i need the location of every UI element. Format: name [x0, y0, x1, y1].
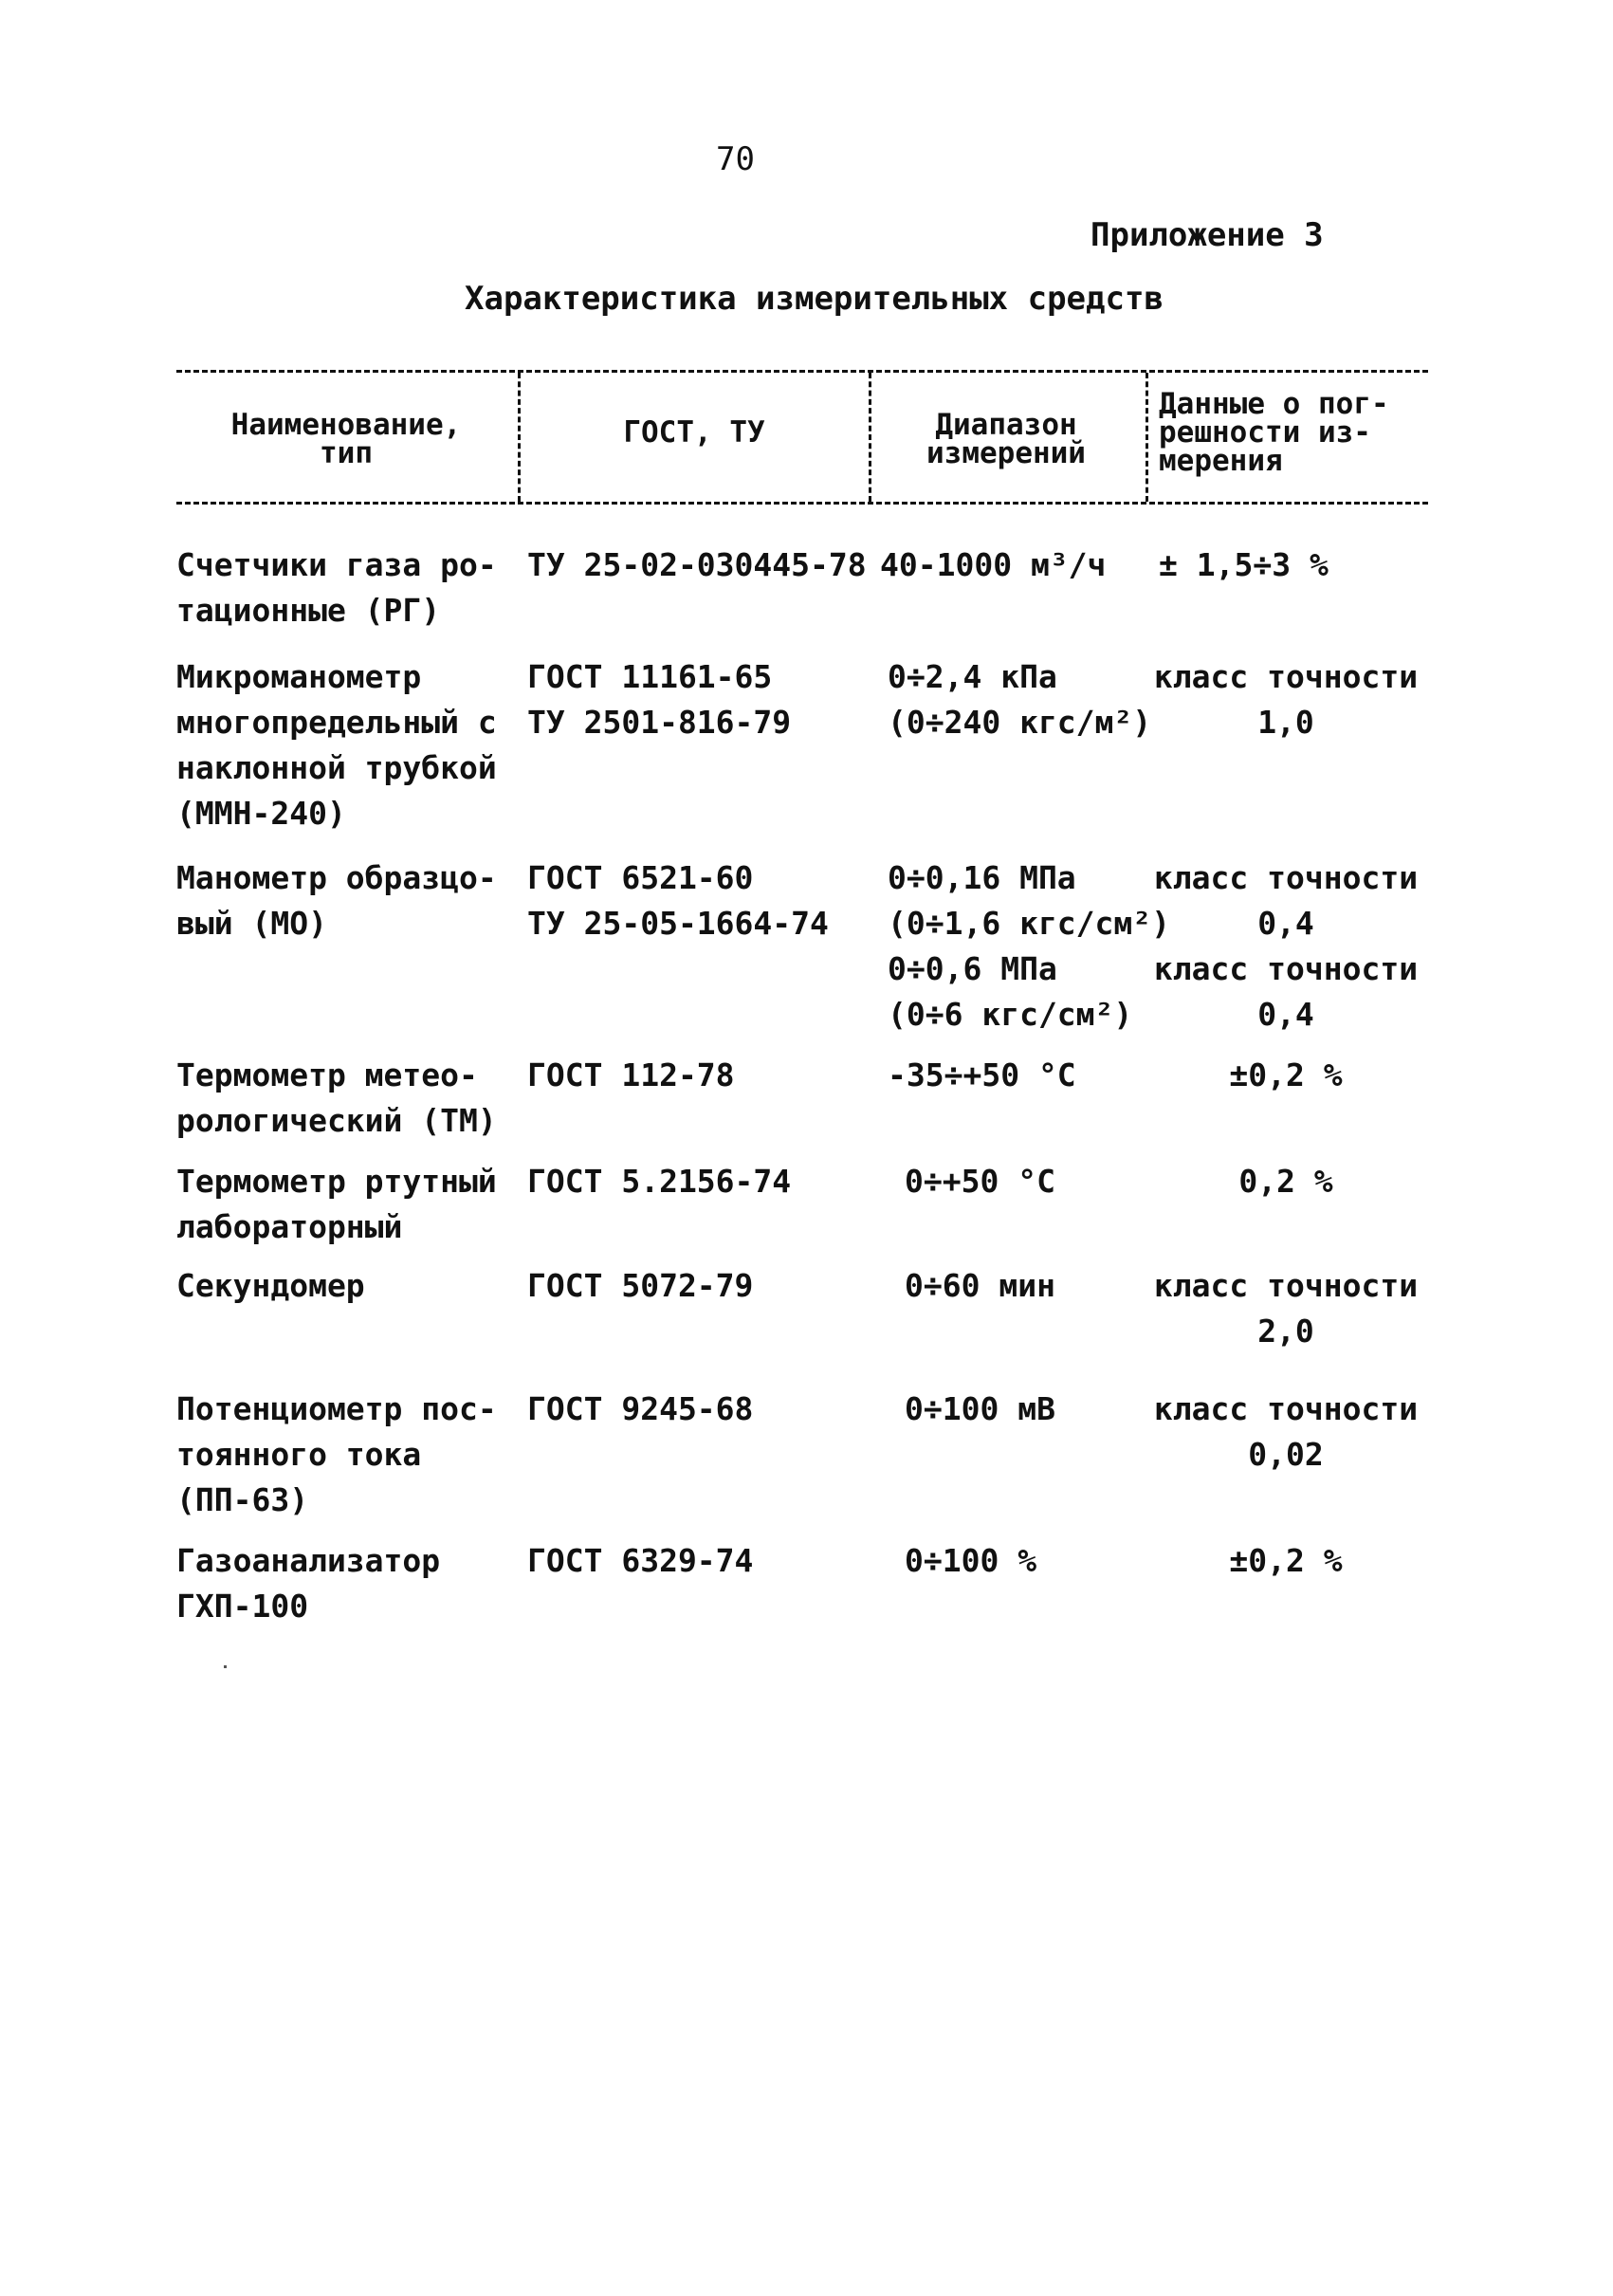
header-name: Наименование, тип [230, 408, 462, 470]
instrument-range: 0÷60 мин [905, 1267, 1055, 1304]
instrument-error: 0,2 % [1238, 1163, 1333, 1200]
instrument-name: Секундомер [176, 1267, 365, 1304]
page-number: 70 [716, 140, 755, 178]
instrument-range: 0÷+50 °C [905, 1163, 1055, 1200]
instrument-gost: ГОСТ 5.2156-74 [527, 1163, 792, 1200]
instrument-error: класс точности 1,0 [1153, 658, 1419, 741]
instrument-name: Микроманометр многопредельный с наклонной трубкой (ММН-240) [176, 658, 497, 832]
instrument-gost: ГОСТ 11161-65 ТУ 2501-816-79 [527, 658, 792, 741]
document-title: Характеристика измерительных средств [465, 280, 1164, 318]
column-separator [518, 373, 521, 502]
header-gost: ГОСТ, ТУ [623, 415, 765, 450]
instrument-error: класс точности 0,4 класс точности 0,4 [1153, 859, 1419, 1033]
instrument-error: класс точности 2,0 [1153, 1267, 1419, 1350]
instrument-name: Манометр образцо- вый (МО) [176, 859, 497, 942]
instrument-gost: ГОСТ 6521-60 ТУ 25-05-1664-74 [527, 859, 829, 942]
stray-mark [224, 1665, 227, 1668]
column-separator [1146, 373, 1148, 502]
instrument-error: ±0,2 % [1229, 1542, 1343, 1579]
instrument-range: 0÷2,4 кПа (0÷240 кгс/м²) [888, 658, 1152, 741]
instrument-gost: ГОСТ 9245-68 [527, 1390, 754, 1427]
appendix-label: Приложение 3 [1091, 216, 1324, 254]
instrument-gost: ГОСТ 6329-74 [527, 1542, 754, 1579]
instrument-gost: ГОСТ 112-78 [527, 1056, 735, 1093]
header-error: Данные о пог- решности из- мерения [1159, 387, 1389, 478]
instrument-name: Потенциометр пос- тоянного тока (ПП-63) [176, 1390, 497, 1518]
instruments-table [176, 370, 1428, 1625]
instrument-range: 40-1000 м³/ч [880, 546, 1107, 583]
instrument-range: 0÷100 % [905, 1542, 1037, 1579]
instrument-error: ±0,2 % [1229, 1056, 1343, 1093]
instrument-error: класс точности 0,02 [1153, 1390, 1419, 1473]
header-bottom-rule [176, 502, 1428, 505]
instrument-gost: ГОСТ 5072-79 [527, 1267, 754, 1304]
header-range: Диапазон измерений [926, 408, 1086, 470]
instrument-name: Термометр метео- рологический (ТМ) [176, 1056, 497, 1139]
instrument-name: Газоанализатор ГХП-100 [176, 1542, 441, 1625]
instrument-range: -35÷+50 °C [888, 1056, 1076, 1093]
table-header [176, 373, 1428, 502]
column-separator [869, 373, 871, 502]
instrument-range: 0÷100 мВ [905, 1390, 1055, 1427]
instrument-range: 0÷0,16 МПа (0÷1,6 кгс/см²) 0÷0,6 МПа (0÷6 кгс/см²) [888, 859, 1171, 1033]
instrument-gost: ТУ 25-02-030445-78 [527, 546, 867, 583]
instrument-error: ± 1,5÷3 % [1159, 546, 1329, 583]
instrument-name: Термометр ртутный лабораторный [176, 1163, 497, 1245]
instrument-name: Счетчики газа ро- тационные (РГ) [176, 546, 497, 629]
